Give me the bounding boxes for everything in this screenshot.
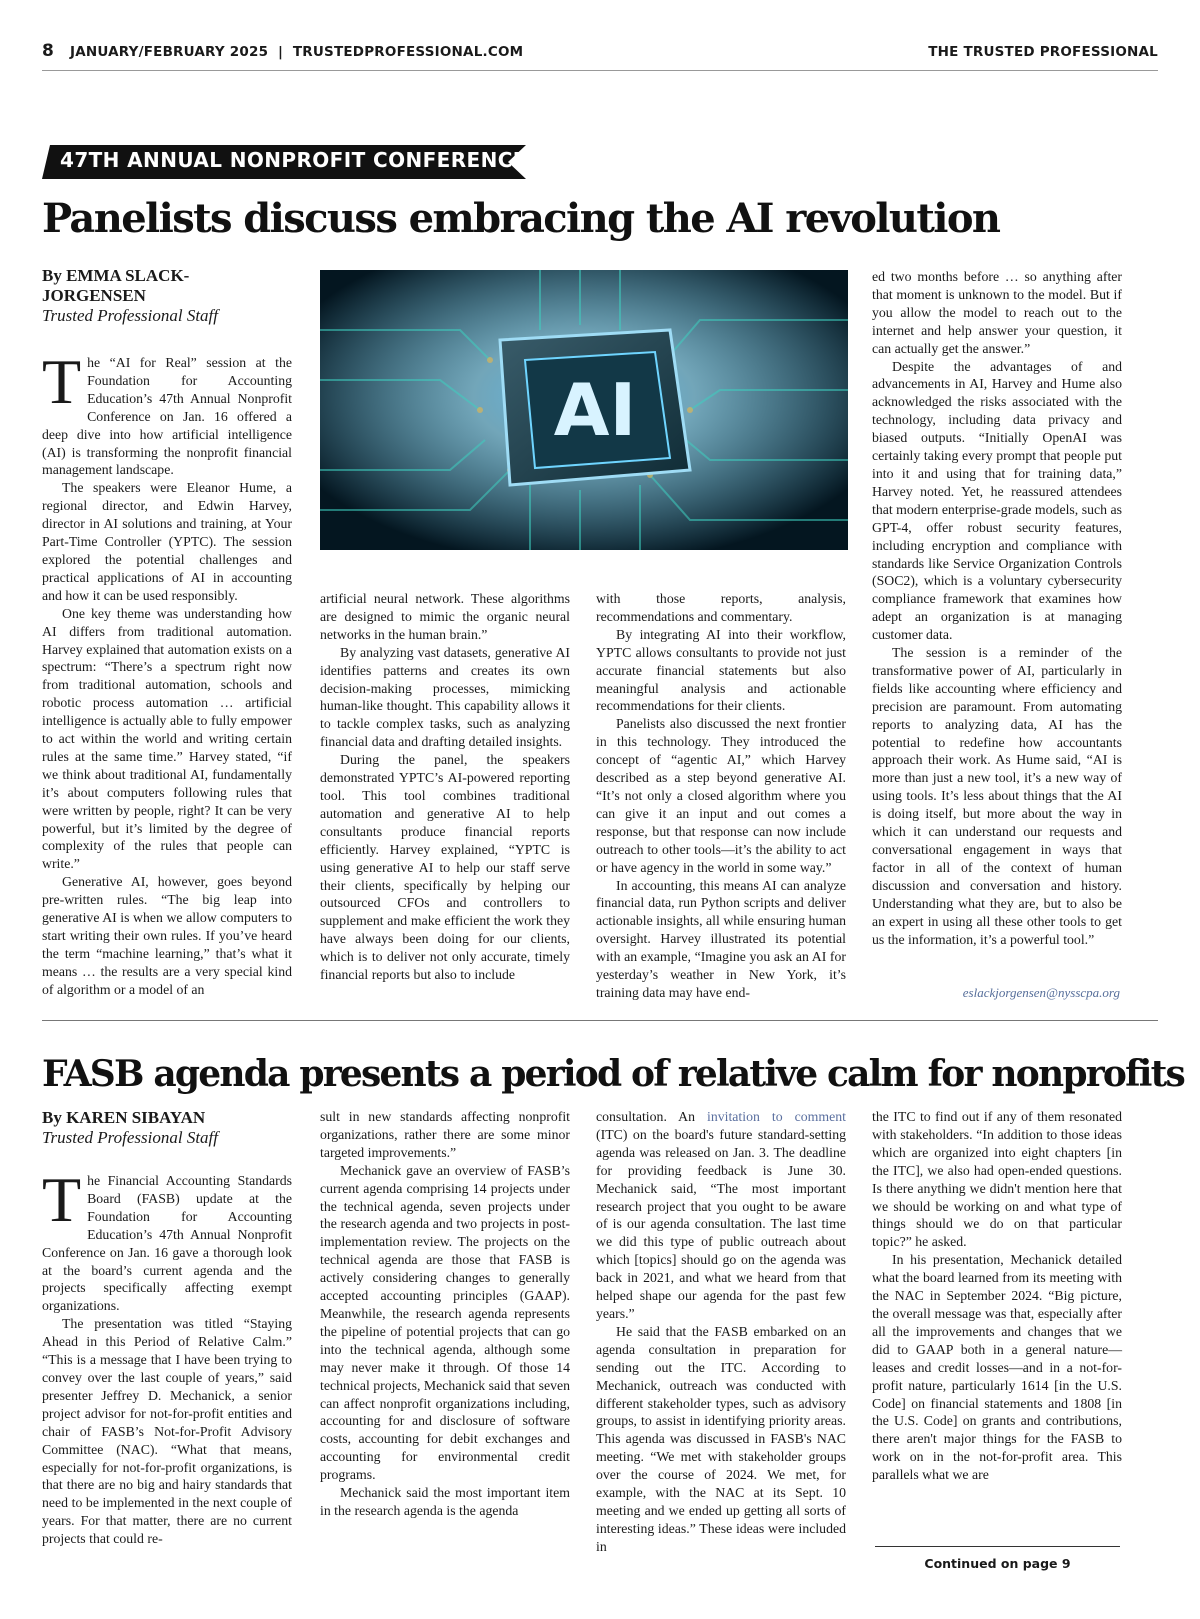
issue-date-site: JANUARY/FEBRUARY 2025 | TRUSTEDPROFESSIONAL.COM (70, 44, 524, 60)
paragraph: The session is a reminder of the transformative power of AI, particularly in fields like accounting where efficiency and precision are paramount. From automating reports to analyzing data, AI has the potential to redefine how accountants approach their work. As Hume said, “AI is more than just a new tool, it’s a new way of using tools. It’s less about things that the AI is doing itself, but more about the way in which it can understand our requests and conversational engagement in ways that factor in all of the context of human discussion and conversation and history. Understanding what they are, but to also be an expert in using all these other tools to get us the information, it’s a powerful tool.” (872, 645, 1122, 947)
paragraph: sult in new standards affecting nonprofit organizations, rather there are some minor targeted improvements.” (320, 1109, 570, 1160)
paragraph: One key theme was understanding how AI differs from traditional automation. Harvey explained that automation exists on a spectrum: “There’s a spectrum right now from traditional automation, schools and robotic process automation … artificial intelligence is actually able to fully empower to act within the world and writing certain rules at the same time.” Harvey stated, “if we think about traditional AI, fundamentally it’s about computers following rules that were written by people, right? It can be very powerful, but it’s limited by the degree of complexity of the rules that people can write.” (42, 605, 292, 872)
article2-column-2 (320, 1108, 570, 1520)
article-byline (42, 266, 242, 326)
article1-column-2 (320, 590, 570, 984)
author-name: By EMMA SLACK-JORGENSEN (42, 266, 190, 305)
section-label: 47TH ANNUAL NONPROFIT CONFERENCE (60, 148, 527, 172)
article-divider (42, 1020, 1158, 1021)
author-name: By KAREN SIBAYAN (42, 1108, 206, 1127)
paragraph: The “AI for Real” session at the Foundation for Accounting Education’s 47th Annual Nonprofit Conference on Jan. 16 offered a deep dive into how artificial intelligence (AI) is transforming the nonprofit financial management landscape. (42, 346, 292, 478)
paragraph: He said that the FASB embarked on an agenda consultation in preparation for sending out the ITC. According to Mechanick, outreach was conducted with different stakeholder types, such as advisory groups, to assist in identifying priority areas. This agenda was discussed in FASB's NAC meeting. “We met with stakeholder groups over the course of 2024. We met, for example, with the NAC at its Sept. 10 meeting and we ended up getting all sorts of interesting ideas.” These ideas were included in (596, 1323, 846, 1554)
author-email[interactable]: eslackjorgensen@nysscpa.org (962, 985, 1120, 1000)
paragraph: Mechanick said the most important item in the research agenda is the agenda (320, 1485, 570, 1518)
paragraph: The Financial Accounting Standards Board (FASB) update at the Foundation for Accounting Education’s 47th Annual Nonprofit Conference on Jan. 16 gave a thorough look at the board’s current agenda and the projects specifically affecting exempt organizations. (42, 1164, 292, 1314)
article1-column-4 (872, 268, 1122, 948)
paragraph: The speakers were Eleanor Hume, a regional director, and Edwin Harvey, director in AI solutions and training, at Your Part-Time Controller (YPTC). The session explored the potential challenges and practical applications of AI in accounting and how it can be used responsibly. (42, 480, 292, 603)
ai-chip-photo (320, 270, 848, 550)
text: (ITC) on the board's future standard-setting agenda was released on Jan. 3. The deadline for providing feedback is June 30. Mechanick said, “The most important research project that you ought to be aware of is our agenda consultation. The last time we did this type of public outreach about which [topics] should go on the agenda was back in 2021, and what we heard from that helped shape our agenda for the past few years.” (596, 1126, 846, 1321)
page-header (42, 36, 1158, 72)
article2-column-4 (872, 1108, 1122, 1484)
paragraph: In accounting, this means AI can analyze financial data, run Python scripts and deliver actionable insights, all while ensuring human oversight. Harvey illustrated its potential with an example, “Imagine you ask an AI for yesterday’s weather in New York, it’s training data may have end- (596, 877, 846, 1000)
article2-column-3 (596, 1108, 846, 1556)
paragraph: During the panel, the speakers demonstrated YPTC’s AI-powered reporting tool. This tool combines traditional automation and generative AI to help consultants produce financial reports efficiently. Harvey explained, “YPTC is using generative AI to help our staff serve their clients, specifically by helping our outsourced CFOs and controllers to supplement and make efficient the work they have always been doing for our clients, which is to deliver not only accurate, timely financial reports but also to include (320, 752, 570, 983)
page-number: 8 (42, 41, 55, 61)
article1-column-1 (42, 346, 292, 999)
text: consultation. An (596, 1109, 695, 1124)
itc-link[interactable]: invitation to comment (707, 1109, 846, 1124)
publication-name: THE TRUSTED PROFESSIONAL (928, 44, 1158, 60)
article1-column-3 (596, 590, 846, 1002)
author-staff: Trusted Professional Staff (42, 306, 219, 325)
author-staff: Trusted Professional Staff (42, 1128, 219, 1147)
paragraph: ed two months before … so anything after that moment is unknown to the model. But if you allow the model to reach out to the internet and help answer your question, it can actually get the answer.” (872, 269, 1122, 356)
paragraph: Mechanick gave an overview of FASB’s current agenda comprising 14 projects under the technical agenda, seven projects under the research agenda and two projects in post-implementation review. The projects on the technical agenda are those that FASB is actively considering changes to generally accepted accounting principles (GAAP). Meanwhile, the research agenda represents the pipeline of potential projects that can go into the technical agenda, although some may never make it through. Of those 14 technical projects, Mechanick said that seven can affect nonprofit organizations including, accounting for and disclosure of software costs, accounting for debit exchanges and accounting for environmental credit programs. (320, 1162, 570, 1483)
paragraph: the ITC to find out if any of them resonated with stakeholders. “In addition to those ideas which are organized into eight chapters [in the ITC], we also had open-ended questions. Is there anything we didn't mention here that we should be working on and what type of things should we do on that particular topic?” he asked. (872, 1109, 1122, 1250)
paragraph: The presentation was titled “Staying Ahead in this Period of Relative Calm.” “This is a message that I have been trying to convey over the last couple of years,” said presenter Jeffrey D. Mechanick, a senior project advisor for not-for-profit entities and chair of FASB’s Not-for-Profit Advisory Committee (NAC). “What that means, especially for not-for-profit organizations, is that there are no big and hairy standards that need to be implemented in the next couple of years. For that matter, there are no current projects that could re- (42, 1316, 292, 1547)
paragraph: Panelists also discussed the next frontier in this technology. They introduced the concept of “agentic AI,” which Harvey described as a step beyond generative AI. “It’s not only a closed algorithm where you can give it an input and out comes a response, but that response can now include outreach to other tools—it’s the ability to act or have agency in the world in some way.” (596, 716, 846, 875)
paragraph: By analyzing vast datasets, generative AI identifies patterns and creates its own decision-making processes, mimicking human-like thought. This capability allows it to tackle complex tasks, such as analyzing financial data and drafting detailed insights. (320, 644, 570, 750)
paragraph: By integrating AI into their workflow, YPTC allows consultants to provide not just accurate financial statements but also meaningful analysis and actionable recommendations for their clients. (596, 626, 846, 714)
article2-headline: FASB agenda presents a period of relative calm for nonprofits (42, 1053, 1184, 1095)
article-headline: Panelists discuss embracing the AI revolution (42, 195, 1000, 242)
paragraph: artificial neural network. These algorithms are designed to mimic the organic neural networks in the human brain.” (320, 591, 570, 642)
continued-text[interactable]: Continued on page 9 (924, 1556, 1071, 1571)
paragraph: In his presentation, Mechanick detailed what the board learned from its meeting with the NAC in September 2024. “Big picture, the overall message was that, especially after all the improvements and changes that we did to GAAP both in a general nature—leases and credit losses—and in a not-for-profit nature, particularly 1614 [in the U.S. Code] on financial statements and 1808 [in the U.S. Code] on grants and contributions, there aren't major things for the FASB to work on in the not-for-profit area. This parallels what we are (872, 1252, 1122, 1483)
paragraph: with those reports, analysis, recommendations and commentary. (596, 591, 846, 624)
article2-byline (42, 1108, 292, 1148)
continued-notice (875, 1546, 1120, 1571)
continued-rule (875, 1546, 1120, 1547)
article2-column-1 (42, 1164, 292, 1548)
header-rule (42, 70, 1158, 71)
paragraph (596, 1108, 846, 1323)
photo-ai-text: AI (553, 368, 637, 452)
paragraph: Generative AI, however, goes beyond pre-written rules. “The big leap into generative AI is when we allow computers to start writing their own rules. If you’ve heard the term “machine learning,” that’s what it means … the results are a very special kind of algorithm or a model of an (42, 874, 292, 997)
section-banner (42, 145, 546, 179)
paragraph: Despite the advantages of and advancements in AI, Harvey and Hume also acknowledged the risks associated with the technology, including data privacy and biased outputs. “Initially OpenAI was certainly taking every prompt that people put into it and using that for training data,” Harvey noted. Yet, he reassured attendees that modern enterprise-grade models, such as GPT-4, offer robust security features, including encryption and compliance with standards like Service Organization Controls (SOC2), which is a voluntary cybersecurity compliance framework that examines how adept an organization is at managing customer data. (872, 358, 1122, 643)
